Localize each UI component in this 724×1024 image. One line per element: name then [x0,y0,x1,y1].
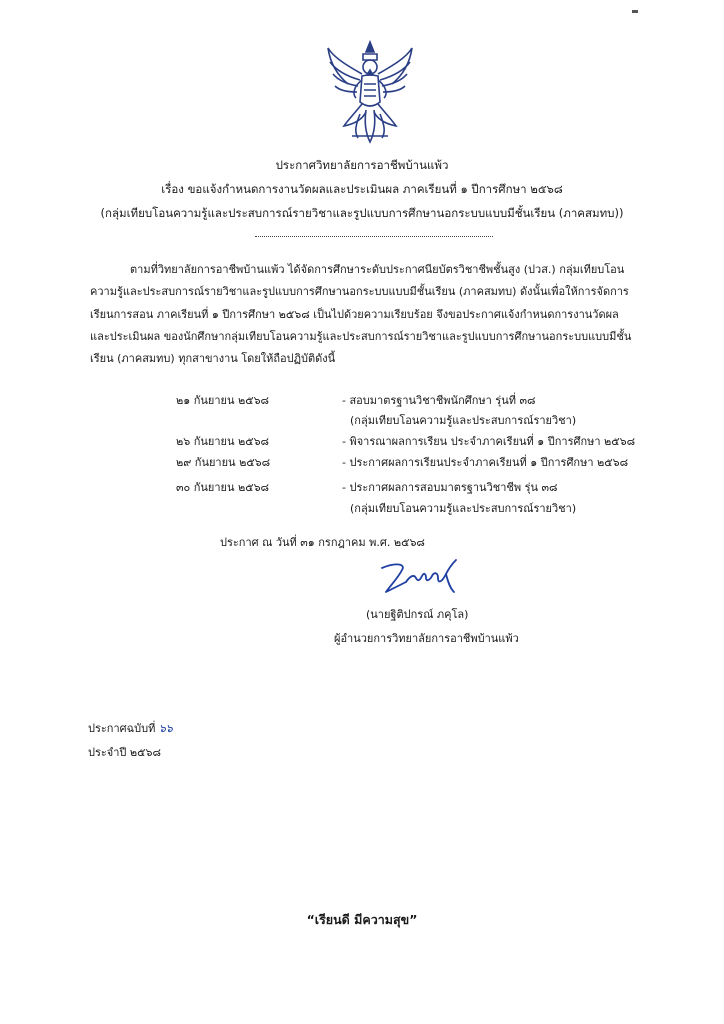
schedule-item: - พิจารณาผลการเรียน ประจำภาคเรียนที่ ๑ ปีการศึกษา ๒๕๖๘ [342,435,636,448]
schedule-item-note: (กลุ่มเทียบโอนความรู้และประสบการณ์รายวิชา) [350,502,577,515]
announcement-number-label: ประกาศฉบับที่ [88,722,156,735]
signature-icon [376,558,462,598]
announcement-number [88,719,173,737]
announcement-year: ประจำปี ๒๕๖๘ [88,746,161,759]
signatory-name: (นายฐิติปกรณ์ ภคุโล) [366,608,469,621]
schedule-item: - สอบมาตรฐานวิชาชีพนักศึกษา รุ่นที่ ๓๘ [342,394,536,407]
scan-mark [632,10,638,13]
schedule-date: ๒๖ กันยายน ๒๕๖๘ [176,435,270,448]
schedule-date: ๒๙ กันยายน ๒๕๖๘ [176,456,271,469]
body-line: ความรู้และประสบการณ์รายวิชาและรูปแบบการศึกษานอกระบบแบบมีชั้นเรียน (ภาคสมทบ) ดังนั้นเพื่อให้การจัดการ [90,285,629,299]
body-paragraph [90,259,650,370]
body-line: และประเมินผล ของนักศึกษากลุ่มเทียบโอนความรู้และประสบการณ์รายวิชาและรูปแบบการศึกษานอกระบบแบบมีชั้น [90,329,632,343]
body-line: ตามที่วิทยาลัยการอาชีพบ้านแพ้ว ได้จัดการศึกษาระดับประกาศนียบัตรวิชาชีพชั้นสูง (ปวส.) กลุ่มเทียบโอน [130,263,625,276]
motto: “เรียนดี มีความสุข” [306,912,418,927]
announcement-subject: เรื่อง ขอแจ้งกำหนดการงานวัดผลและประเมินผล ภาคเรียนที่ ๑ ปีการศึกษา ๒๕๖๘ [161,182,563,196]
title-divider [255,236,493,237]
body-line: เรียนการสอน ภาคเรียนที่ ๑ ปีการศึกษา ๒๕๖๘ เป็นไปด้วยความเรียบร้อย จึงขอประกาศแจ้งกำหนดการงานวัดผล [90,307,619,321]
signatory-position: ผู้อำนวยการวิทยาลัยการอาชีพบ้านแพ้ว [334,632,519,645]
announce-date: ประกาศ ณ วันที่ ๓๑ กรกฎาคม พ.ศ. ๒๕๖๘ [220,536,425,549]
announcement-number-value: ๖๖ [158,722,173,735]
body-line: เรียน (ภาคสมทบ) ทุกสาขางาน โดยให้ถือปฏิบัติดังนี้ [90,352,336,366]
schedule-item: - ประกาศผลการเรียนประจำภาคเรียนที่ ๑ ปีการศึกษา ๒๕๖๘ [342,456,629,469]
schedule-date: ๓๐ กันยายน ๒๕๖๘ [176,481,270,494]
schedule-item-note: (กลุ่มเทียบโอนความรู้และประสบการณ์รายวิชา) [350,414,577,427]
announcement-title: ประกาศวิทยาลัยการอาชีพบ้านแพ้ว [275,158,449,172]
garuda-emblem-icon [324,40,416,146]
schedule-date: ๒๑ กันยายน ๒๕๖๘ [176,394,270,407]
schedule-item: - ประกาศผลการสอบมาตรฐานวิชาชีพ รุ่น ๓๘ [342,481,558,494]
announcement-subtitle: (กลุ่มเทียบโอนความรู้และประสบการณ์รายวิชาและรูปแบบการศึกษานอกระบบแบบมีชั้นเรียน (ภาคสมทบ)) [100,206,624,220]
